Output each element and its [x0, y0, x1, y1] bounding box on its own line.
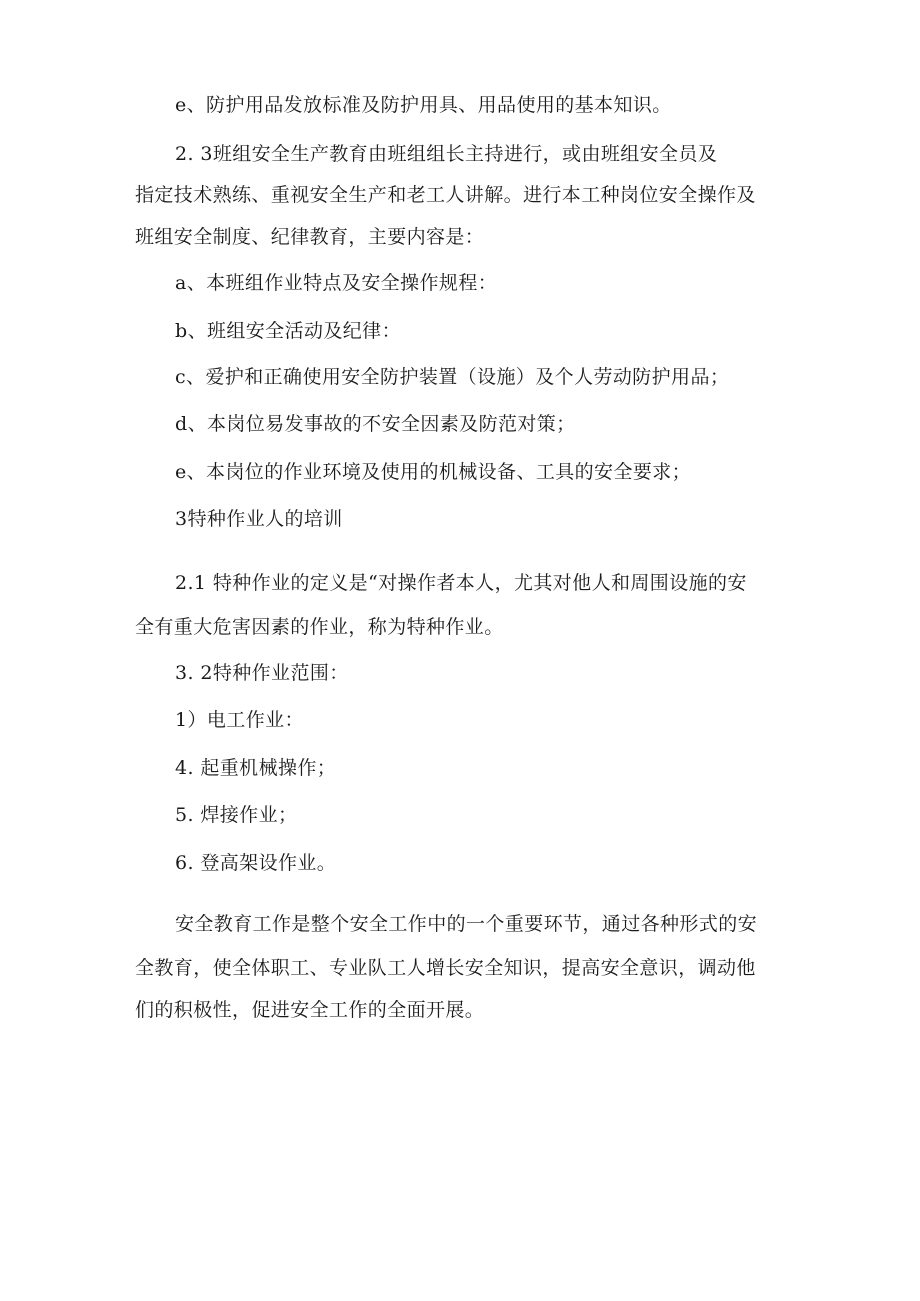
- scope-item-lifting: 4. 起重机械操作；: [175, 757, 337, 779]
- text-line-summary-cont1: 全教育，使全体职工、专业队工人增长安全知识，提高安全意识，调动他: [135, 957, 756, 979]
- text-line-team-education-cont2: 班组安全制度、纪律教育，主要内容是：: [135, 226, 485, 248]
- list-item-e: e、本岗位的作业环境及使用的机械设备、工具的安全要求；: [175, 461, 692, 483]
- text-line-team-education-heading: 2. 3班组安全生产教育由班组组长主持进行，或由班组安全员及: [175, 143, 718, 165]
- text-line-definition: 2.1 特种作业的定义是“对操作者本人，尤其对他人和周围设施的安: [175, 572, 747, 594]
- text-line-summary: 安全教育工作是整个安全工作中的一个重要环节，通过各种形式的安: [175, 913, 758, 935]
- text-line-definition-cont: 全有重大危害因素的作业，称为特种作业。: [135, 616, 504, 638]
- text-line-protective-equipment: e、防护用品发放标准及防护用具、用品使用的基本知识。: [175, 94, 672, 116]
- list-item-c: c、爱护和正确使用安全防护装置（设施）及个人劳动防护用品；: [175, 366, 730, 388]
- list-item-a: a、本班组作业特点及安全操作规程：: [175, 272, 498, 294]
- text-line-team-education-cont1: 指定技术熟练、重视安全生产和老工人讲解。进行本工种岗位安全操作及: [135, 184, 756, 206]
- section-heading-special-operations: 3特种作业人的培训: [175, 508, 343, 530]
- list-item-d: d、本岗位易发事故的不安全因素及防范对策；: [175, 413, 576, 435]
- list-item-b: b、班组安全活动及纪律：: [175, 320, 401, 342]
- scope-item-height-work: 6. 登高架设作业。: [175, 852, 337, 874]
- text-line-scope-heading: 3. 2特种作业范围：: [175, 662, 349, 684]
- text-line-summary-cont2: 们的积极性，促进安全工作的全面开展。: [135, 999, 485, 1021]
- scope-item-welding: 5. 焊接作业；: [175, 804, 298, 826]
- scope-item-electrical: 1）电工作业：: [175, 709, 304, 731]
